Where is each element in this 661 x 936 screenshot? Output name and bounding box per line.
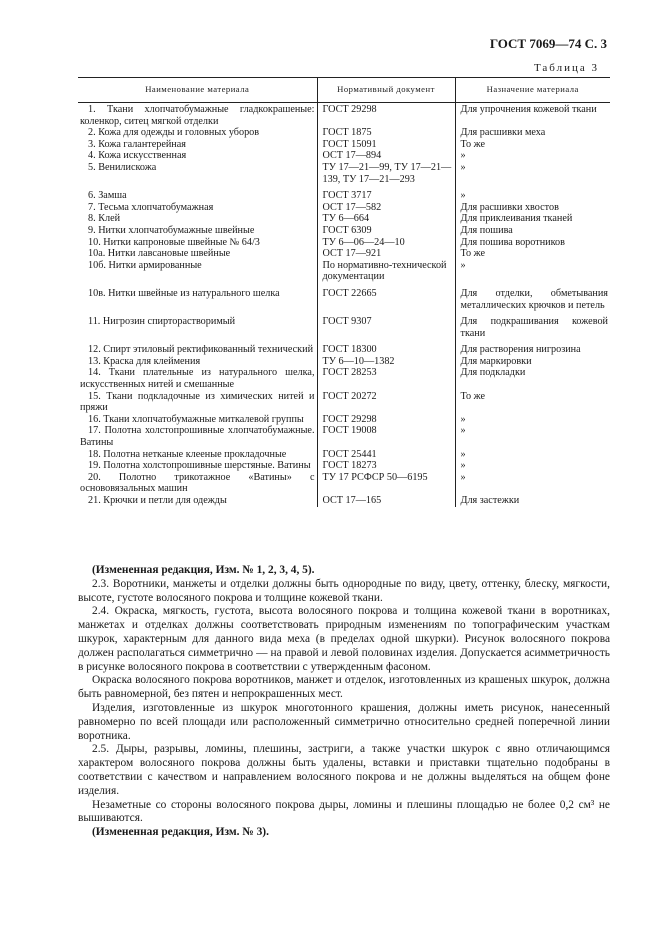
- purpose-cell: То же: [455, 248, 610, 260]
- material-name-cell: 15. Ткани подкладочные из химических нитей и пряжи: [80, 390, 315, 414]
- purpose-cell: Для застежки: [455, 495, 610, 507]
- purpose-cell: Для пошива воротников: [455, 237, 610, 249]
- material-name-cell: 17. Полотна холстопрошивные хлопчатобумажные. Ватины: [80, 425, 315, 449]
- document-cell: ТУ 6—06—24—10: [317, 237, 455, 249]
- document-cell: ГОСТ 29298: [317, 103, 455, 128]
- material-name-cell: 5. Венилискожа: [88, 161, 157, 173]
- document-cell: ГОСТ 18273: [317, 460, 455, 472]
- material-name-cell: 19. Полотна холстопрошивные шерстяные. Ватины: [88, 460, 311, 472]
- document-cell: ТУ 17 РСФСР 50—6195: [317, 472, 455, 495]
- document-cell: ГОСТ 25441: [317, 449, 455, 461]
- table-row: [78, 449, 610, 461]
- table-row: [78, 414, 610, 426]
- material-name-cell: 7. Тесьма хлопчатобумажная: [88, 201, 214, 213]
- table-row: [78, 139, 610, 151]
- document-cell: ГОСТ 22665: [317, 288, 455, 311]
- material-name-cell: 10б. Нитки армированные: [88, 259, 202, 271]
- table-row: [78, 367, 610, 390]
- paragraph-2-4: 2.4. Окраска, мягкость, густота, высота волосяного покрова и толщина кожевой ткани в воротниках, манжетах и отделках должны соответствовать природным изменениям по топографическим участкам шкурок, характерным для данного вида меха (в пределах одной шкурки). Рисунок волосяного покрова должен располагаться симметрично — на правой и левой половинах изделия. Допускается асимметричность в рисунке волосяного покрова в соответствии с утвержденным фасоном.: [78, 605, 610, 673]
- table-caption: Таблица 3: [533, 62, 599, 74]
- material-name-cell: 18. Полотна нетканые клееные прокладочные: [88, 448, 287, 460]
- material-name-cell: 9. Нитки хлопчатобумажные швейные: [88, 224, 255, 236]
- body-text: [78, 564, 610, 840]
- amendment-note: (Измененная редакция, Изм. № 3).: [92, 826, 269, 839]
- table-row: [78, 472, 610, 495]
- document-cell: ГОСТ 1875: [317, 127, 455, 139]
- material-name-cell: 16. Ткани хлопчатобумажные миткалевой группы: [88, 413, 304, 425]
- material-name-cell: 20. Полотно трикотажное «Ватины» с основовязальных машин: [80, 471, 315, 495]
- purpose-cell: »: [455, 190, 610, 202]
- material-name-cell: 13. Краска для клеймения: [88, 355, 201, 367]
- document-cell: ОСТ 17—165: [317, 495, 455, 507]
- table-row: [78, 162, 610, 185]
- material-name-cell: 10а. Нитки лавсановые швейные: [88, 248, 231, 260]
- table-row: [78, 316, 610, 339]
- material-name-cell: 12. Спирт этиловый ректификованный технический: [88, 344, 314, 356]
- column-header-material: Наименование материала: [78, 78, 317, 103]
- table-row: [78, 260, 610, 283]
- table-row: [78, 391, 610, 414]
- document-cell: ОСТ 17—582: [317, 202, 455, 214]
- material-name-cell: 14. Ткани плательные из натурального шелка, искусственных нитей и смешанные: [80, 367, 315, 391]
- table-row: [78, 103, 610, 128]
- column-header-document: Нормативный документ: [317, 78, 455, 103]
- table-row: [78, 344, 610, 356]
- page-header: ГОСТ 7069—74 С. 3: [489, 36, 607, 51]
- material-name-cell: 11. Нигрозин спирторастворимый: [88, 316, 236, 328]
- purpose-cell: »: [455, 414, 610, 426]
- document-cell: ТУ 17—21—99, ТУ 17—21—139, ТУ 17—21—293: [317, 162, 455, 185]
- purpose-cell: То же: [455, 391, 610, 414]
- purpose-cell: »: [455, 150, 610, 162]
- document-cell: ГОСТ 9307: [317, 316, 455, 339]
- document-cell: ГОСТ 18300: [317, 344, 455, 356]
- material-name-cell: 10в. Нитки швейные из натурального шелка: [88, 287, 280, 299]
- document-cell: ГОСТ 28253: [317, 367, 455, 390]
- table-row: [78, 288, 610, 311]
- purpose-cell: Для приклеивания тканей: [455, 213, 610, 225]
- document-cell: ГОСТ 3717: [317, 190, 455, 202]
- material-name-cell: 1. Ткани хлопчатобумажные гладкокрашеные: коленкор, ситец мягкой отделки: [80, 104, 315, 127]
- table-row: [78, 248, 610, 260]
- purpose-cell: Для расшивки меха: [455, 127, 610, 139]
- table-row: [78, 425, 610, 448]
- document-cell: ТУ 6—10—1382: [317, 356, 455, 368]
- document-cell: ГОСТ 6309: [317, 225, 455, 237]
- table-row: [78, 190, 610, 202]
- purpose-cell: »: [455, 472, 610, 495]
- purpose-cell: Для расшивки хвостов: [455, 202, 610, 214]
- document-cell: ГОСТ 15091: [317, 139, 455, 151]
- table-row: [78, 460, 610, 472]
- table-header-row: [78, 78, 610, 103]
- materials-table: [78, 77, 610, 507]
- table-row: [78, 213, 610, 225]
- purpose-cell: Для маркировки: [455, 356, 610, 368]
- material-name-cell: 3. Кожа галантерейная: [88, 138, 186, 150]
- purpose-cell: »: [455, 449, 610, 461]
- table-row: [78, 356, 610, 368]
- document-cell: ОСТ 17—921: [317, 248, 455, 260]
- document-cell: ТУ 6—664: [317, 213, 455, 225]
- material-name-cell: 2. Кожа для одежды и головных уборов: [88, 127, 260, 139]
- paragraph-2-5: 2.5. Дыры, разрывы, ломины, плешины, застриги, а также участки шкурок с явно отличающимся характером волосяного покрова должны быть удалены, вставки и приставки тщательно подобраны в соответствии с качеством и направлением волосяного покрова и не должны выделяться на общем фоне изделия.: [78, 743, 610, 797]
- purpose-cell: »: [455, 260, 610, 283]
- purpose-cell: Для пошива: [455, 225, 610, 237]
- table-row: [78, 202, 610, 214]
- column-header-purpose: Назначение материала: [455, 78, 610, 103]
- table-row: [78, 150, 610, 162]
- material-name-cell: 21. Крючки и петли для одежды: [88, 495, 227, 506]
- material-name-cell: 10. Нитки капроновые швейные № 64/3: [88, 236, 260, 248]
- purpose-cell: Для упрочнения кожевой ткани: [455, 103, 610, 128]
- purpose-cell: Для растворения нигрозина: [455, 344, 610, 356]
- purpose-cell: »: [455, 162, 610, 185]
- purpose-cell: »: [455, 425, 610, 448]
- document-cell: По нормативно-технической документации: [317, 260, 455, 283]
- paragraph-2-4-multitone: Изделия, изготовленные из шкурок многотонного крашения, должны иметь рисунок, нанесенный равномерно по всей площади или расположенный симметрично относительно средней поперечной линии воротника.: [78, 701, 610, 742]
- purpose-cell: »: [455, 460, 610, 472]
- material-name-cell: 8. Клей: [88, 213, 121, 225]
- paragraph-2-4-coloring: Окраска волосяного покрова воротников, манжет и отделок, изготовленных из крашеных шкурок, должна быть равномерной, без пятен и непрокрашенных мест.: [78, 674, 610, 701]
- table-row: [78, 127, 610, 139]
- amendment-note: (Измененная редакция, Изм. № 1, 2, 3, 4, 5).: [92, 564, 315, 576]
- table-row: [78, 225, 610, 237]
- purpose-cell: Для подкладки: [455, 367, 610, 390]
- table-row: [78, 237, 610, 249]
- document-cell: ГОСТ 20272: [317, 391, 455, 414]
- purpose-cell: Для отделки, обметывания металлических крючков и петель: [455, 288, 610, 311]
- document-cell: ГОСТ 29298: [317, 414, 455, 426]
- purpose-cell: То же: [455, 139, 610, 151]
- paragraph-2-5-holes: Незаметные со стороны волосяного покрова дыры, ломины и плешины площадью не более 0,2 см³ не вышиваются.: [78, 798, 610, 825]
- purpose-cell: Для подкрашивания кожевой ткани: [455, 316, 610, 339]
- material-name-cell: 4. Кожа искусственная: [88, 150, 187, 162]
- table-row: [78, 495, 610, 507]
- paragraph-2-3: 2.3. Воротники, манжеты и отделки должны быть однородные по виду, цвету, оттенку, блеску, мягкости, высоте, густоте волосяного покрова и толщине кожевой ткани.: [78, 577, 610, 604]
- material-name-cell: 6. Замша: [88, 190, 127, 202]
- document-cell: ГОСТ 19008: [317, 425, 455, 448]
- document-cell: ОСТ 17—894: [317, 150, 455, 162]
